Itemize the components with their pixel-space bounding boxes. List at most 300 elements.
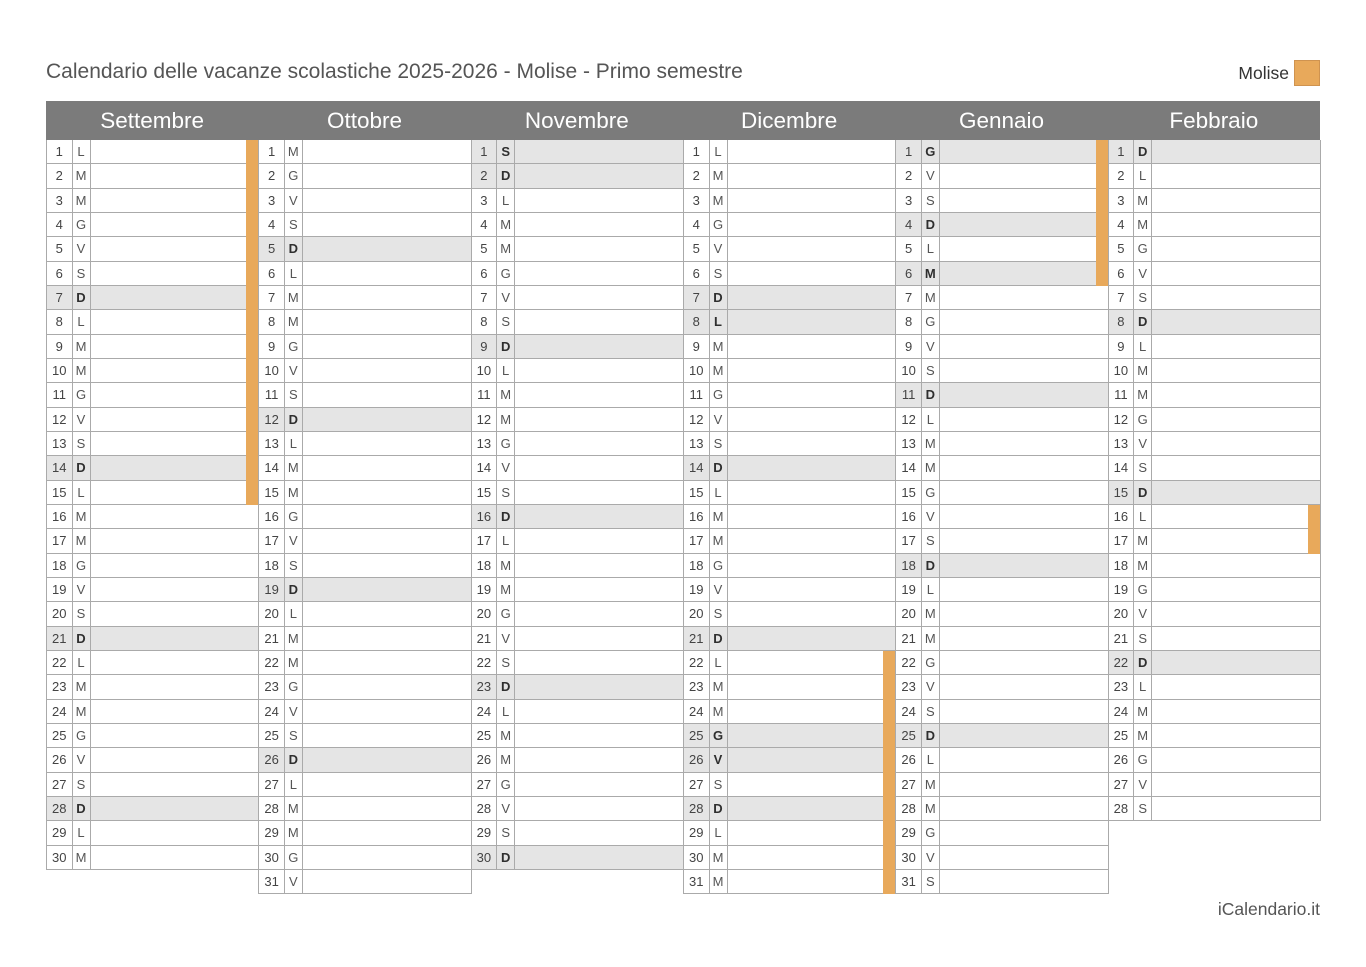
day-row — [895, 140, 1108, 164]
day-row — [46, 627, 259, 651]
weekday-letter: D — [73, 797, 91, 820]
day-number: 14 — [472, 456, 498, 479]
day-number: 25 — [684, 724, 710, 747]
day-note-cell — [1152, 140, 1320, 163]
day-number: 28 — [47, 797, 73, 820]
day-note-cell — [515, 262, 683, 285]
weekday-letter: L — [73, 651, 91, 674]
day-number: 16 — [259, 505, 285, 528]
weekday-letter: V — [1134, 262, 1152, 285]
day-number: 31 — [684, 870, 710, 893]
day-row — [471, 383, 684, 407]
weekday-letter: V — [922, 675, 940, 698]
weekday-letter: M — [922, 286, 940, 309]
day-number: 19 — [1109, 578, 1135, 601]
weekday-letter: D — [285, 237, 303, 260]
weekday-letter: M — [285, 140, 303, 163]
day-note-cell — [303, 724, 471, 747]
weekday-letter: G — [1134, 578, 1152, 601]
month-column-febbraio — [1108, 140, 1321, 821]
weekday-letter: G — [285, 505, 303, 528]
weekday-letter: L — [1134, 505, 1152, 528]
day-row — [1108, 262, 1321, 286]
molise-holiday-marker — [883, 651, 895, 675]
day-note-cell — [940, 286, 1108, 309]
day-row — [471, 408, 684, 432]
day-number: 7 — [896, 286, 922, 309]
day-note-cell — [303, 870, 471, 893]
day-number: 14 — [896, 456, 922, 479]
day-number: 8 — [259, 310, 285, 333]
day-number: 14 — [684, 456, 710, 479]
weekday-letter: G — [497, 262, 515, 285]
day-row — [683, 724, 896, 748]
day-number: 7 — [472, 286, 498, 309]
weekday-letter: M — [1134, 724, 1152, 747]
day-row — [46, 359, 259, 383]
weekday-letter: D — [285, 578, 303, 601]
day-row — [1108, 189, 1321, 213]
day-note-cell — [515, 335, 683, 358]
day-number: 17 — [472, 529, 498, 552]
day-number: 9 — [1109, 335, 1135, 358]
day-note-cell — [91, 456, 259, 479]
molise-holiday-marker — [1096, 213, 1108, 237]
day-note-cell — [728, 724, 896, 747]
weekday-letter: S — [497, 140, 515, 163]
weekday-letter: S — [1134, 797, 1152, 820]
day-row — [258, 675, 471, 699]
day-row — [46, 675, 259, 699]
weekday-letter: V — [497, 456, 515, 479]
day-note-cell — [515, 846, 683, 869]
day-note-cell — [91, 140, 259, 163]
day-number: 28 — [896, 797, 922, 820]
day-number: 20 — [47, 602, 73, 625]
day-row — [46, 383, 259, 407]
weekday-letter: M — [710, 675, 728, 698]
day-number: 5 — [47, 237, 73, 260]
day-row — [258, 602, 471, 626]
day-number: 22 — [684, 651, 710, 674]
weekday-letter: M — [710, 700, 728, 723]
molise-holiday-marker — [246, 359, 258, 383]
day-note-cell — [91, 675, 259, 698]
day-note-cell — [940, 335, 1108, 358]
day-row — [46, 773, 259, 797]
day-row — [895, 189, 1108, 213]
day-row — [46, 335, 259, 359]
day-number: 13 — [896, 432, 922, 455]
weekday-letter: G — [1134, 748, 1152, 771]
day-number: 8 — [472, 310, 498, 333]
day-note-cell — [940, 481, 1108, 504]
day-note-cell — [91, 554, 259, 577]
weekday-letter: D — [285, 748, 303, 771]
day-number: 26 — [684, 748, 710, 771]
day-note-cell — [728, 286, 896, 309]
day-number: 18 — [1109, 554, 1135, 577]
day-row — [895, 481, 1108, 505]
day-row — [46, 821, 259, 845]
day-row — [258, 724, 471, 748]
weekday-letter: M — [73, 359, 91, 382]
day-number: 20 — [259, 602, 285, 625]
weekday-letter: G — [73, 383, 91, 406]
weekday-letter: S — [710, 262, 728, 285]
day-number: 28 — [1109, 797, 1135, 820]
day-row — [1108, 773, 1321, 797]
day-note-cell — [728, 310, 896, 333]
weekday-letter: M — [73, 505, 91, 528]
day-row — [683, 408, 896, 432]
weekday-letter: V — [285, 700, 303, 723]
weekday-letter: G — [73, 213, 91, 236]
day-row — [46, 797, 259, 821]
day-note-cell — [728, 383, 896, 406]
day-row — [258, 456, 471, 480]
weekday-letter: G — [1134, 408, 1152, 431]
weekday-letter: S — [285, 213, 303, 236]
day-row — [895, 310, 1108, 334]
day-row — [895, 237, 1108, 261]
day-row — [895, 773, 1108, 797]
day-number: 9 — [684, 335, 710, 358]
weekday-letter: M — [710, 189, 728, 212]
day-row — [46, 237, 259, 261]
day-row — [46, 408, 259, 432]
day-row — [471, 335, 684, 359]
weekday-letter: G — [710, 554, 728, 577]
weekday-letter: D — [1134, 481, 1152, 504]
day-number: 7 — [1109, 286, 1135, 309]
weekday-letter: D — [285, 408, 303, 431]
weekday-letter: S — [922, 359, 940, 382]
day-number: 10 — [259, 359, 285, 382]
day-number: 24 — [684, 700, 710, 723]
day-number: 22 — [1109, 651, 1135, 674]
month-header-dicembre: Dicembre — [741, 108, 838, 133]
weekday-letter: L — [922, 237, 940, 260]
day-number: 2 — [259, 164, 285, 187]
weekday-letter: L — [922, 408, 940, 431]
day-number: 6 — [259, 262, 285, 285]
day-number: 13 — [684, 432, 710, 455]
weekday-letter: S — [710, 602, 728, 625]
day-number: 5 — [684, 237, 710, 260]
day-number: 8 — [47, 310, 73, 333]
day-note-cell — [940, 578, 1108, 601]
month-header-gennaio: Gennaio — [958, 108, 1045, 133]
weekday-letter: M — [1134, 213, 1152, 236]
day-note-cell — [940, 140, 1108, 163]
day-number: 23 — [684, 675, 710, 698]
weekday-letter: S — [497, 651, 515, 674]
day-number: 12 — [259, 408, 285, 431]
day-row — [471, 432, 684, 456]
weekday-letter: V — [73, 408, 91, 431]
day-number: 17 — [259, 529, 285, 552]
day-row — [46, 724, 259, 748]
day-note-cell — [728, 505, 896, 528]
day-number: 19 — [259, 578, 285, 601]
weekday-letter: M — [285, 456, 303, 479]
day-number: 26 — [259, 748, 285, 771]
day-row — [895, 797, 1108, 821]
molise-holiday-marker — [246, 310, 258, 334]
day-number: 2 — [472, 164, 498, 187]
day-row — [471, 213, 684, 237]
weekday-letter: D — [1134, 140, 1152, 163]
weekday-letter: G — [1134, 237, 1152, 260]
weekday-letter: M — [73, 700, 91, 723]
day-row — [1108, 359, 1321, 383]
day-row — [683, 140, 896, 164]
molise-holiday-marker — [246, 237, 258, 261]
day-note-cell — [728, 140, 896, 163]
day-note-cell — [515, 432, 683, 455]
day-number: 28 — [684, 797, 710, 820]
day-note-cell — [940, 237, 1108, 260]
day-row — [1108, 432, 1321, 456]
weekday-letter: G — [497, 773, 515, 796]
weekday-letter: S — [285, 554, 303, 577]
weekday-letter: D — [1134, 651, 1152, 674]
weekday-letter: V — [73, 748, 91, 771]
day-note-cell — [1152, 627, 1320, 650]
weekday-letter: V — [710, 237, 728, 260]
day-number: 29 — [684, 821, 710, 844]
weekday-letter: M — [497, 724, 515, 747]
day-number: 30 — [896, 846, 922, 869]
day-note-cell — [728, 481, 896, 504]
weekday-letter: L — [285, 432, 303, 455]
day-row — [471, 748, 684, 772]
day-number: 9 — [259, 335, 285, 358]
day-row — [683, 602, 896, 626]
day-note-cell — [303, 505, 471, 528]
day-row — [46, 140, 259, 164]
day-note-cell — [940, 675, 1108, 698]
day-note-cell — [940, 700, 1108, 723]
day-number: 25 — [472, 724, 498, 747]
day-row — [895, 408, 1108, 432]
month-column-novembre — [471, 140, 684, 870]
day-note-cell — [515, 310, 683, 333]
day-row — [683, 432, 896, 456]
day-note-cell — [1152, 286, 1320, 309]
weekday-letter: D — [922, 724, 940, 747]
weekday-letter: M — [710, 164, 728, 187]
day-row — [258, 189, 471, 213]
day-number: 3 — [1109, 189, 1135, 212]
day-row — [895, 529, 1108, 553]
day-number: 16 — [1109, 505, 1135, 528]
day-number: 26 — [472, 748, 498, 771]
month-header-novembre: Novembre — [524, 108, 629, 133]
weekday-letter: L — [710, 651, 728, 674]
day-note-cell — [303, 335, 471, 358]
weekday-letter: M — [497, 578, 515, 601]
weekday-letter: V — [1134, 432, 1152, 455]
day-note-cell — [1152, 675, 1320, 698]
day-note-cell — [940, 164, 1108, 187]
weekday-letter: G — [922, 651, 940, 674]
day-row — [1108, 213, 1321, 237]
day-row — [683, 846, 896, 870]
day-number: 6 — [896, 262, 922, 285]
day-note-cell — [1152, 189, 1320, 212]
day-note-cell — [515, 383, 683, 406]
day-note-cell — [303, 602, 471, 625]
day-number: 11 — [684, 383, 710, 406]
day-note-cell — [91, 748, 259, 771]
day-note-cell — [303, 383, 471, 406]
weekday-letter: M — [285, 481, 303, 504]
month-header-febbraio: Febbraio — [1169, 108, 1259, 133]
day-row — [46, 213, 259, 237]
day-number: 31 — [259, 870, 285, 893]
weekday-letter: M — [922, 797, 940, 820]
day-row — [258, 554, 471, 578]
molise-holiday-marker — [246, 213, 258, 237]
day-number: 2 — [896, 164, 922, 187]
day-number: 30 — [259, 846, 285, 869]
day-note-cell — [91, 651, 259, 674]
day-number: 18 — [47, 554, 73, 577]
day-number: 20 — [684, 602, 710, 625]
day-note-cell — [303, 627, 471, 650]
day-note-cell — [728, 651, 896, 674]
day-row — [471, 627, 684, 651]
molise-holiday-marker — [246, 481, 258, 505]
molise-holiday-marker — [246, 164, 258, 188]
day-number: 21 — [1109, 627, 1135, 650]
day-row — [471, 675, 684, 699]
molise-holiday-marker — [246, 189, 258, 213]
weekday-letter: M — [1134, 359, 1152, 382]
day-number: 16 — [47, 505, 73, 528]
weekday-letter: M — [285, 627, 303, 650]
day-note-cell — [728, 846, 896, 869]
day-note-cell — [940, 432, 1108, 455]
day-note-cell — [728, 262, 896, 285]
weekday-letter: V — [285, 189, 303, 212]
day-note-cell — [515, 724, 683, 747]
day-note-cell — [940, 189, 1108, 212]
day-note-cell — [303, 359, 471, 382]
weekday-letter: M — [73, 529, 91, 552]
molise-holiday-marker — [1096, 189, 1108, 213]
day-number: 27 — [896, 773, 922, 796]
weekday-letter: D — [710, 456, 728, 479]
day-row — [46, 286, 259, 310]
day-note-cell — [1152, 335, 1320, 358]
molise-holiday-marker — [1096, 140, 1108, 164]
day-note-cell — [91, 262, 259, 285]
day-note-cell — [515, 748, 683, 771]
day-row — [258, 846, 471, 870]
day-row — [258, 481, 471, 505]
day-number: 12 — [684, 408, 710, 431]
day-number: 16 — [896, 505, 922, 528]
day-note-cell — [1152, 262, 1320, 285]
day-number: 13 — [259, 432, 285, 455]
weekday-letter: S — [497, 821, 515, 844]
day-note-cell — [91, 286, 259, 309]
day-row — [471, 310, 684, 334]
day-number: 29 — [896, 821, 922, 844]
day-note-cell — [303, 797, 471, 820]
weekday-letter: L — [1134, 675, 1152, 698]
day-number: 22 — [472, 651, 498, 674]
day-row — [683, 286, 896, 310]
weekday-letter: G — [922, 821, 940, 844]
day-number: 26 — [896, 748, 922, 771]
day-number: 27 — [47, 773, 73, 796]
weekday-letter: L — [73, 310, 91, 333]
day-row — [1108, 481, 1321, 505]
weekday-letter: S — [710, 773, 728, 796]
day-row — [471, 578, 684, 602]
day-note-cell — [940, 773, 1108, 796]
day-number: 9 — [472, 335, 498, 358]
day-row — [258, 359, 471, 383]
day-note-cell — [728, 797, 896, 820]
day-note-cell — [91, 359, 259, 382]
day-number: 10 — [896, 359, 922, 382]
day-number: 30 — [684, 846, 710, 869]
day-number: 24 — [47, 700, 73, 723]
weekday-letter: L — [1134, 164, 1152, 187]
day-row — [258, 700, 471, 724]
day-note-cell — [303, 140, 471, 163]
day-note-cell — [303, 821, 471, 844]
day-row — [1108, 627, 1321, 651]
day-row — [258, 432, 471, 456]
weekday-letter: D — [497, 846, 515, 869]
day-note-cell — [728, 529, 896, 552]
day-note-cell — [303, 237, 471, 260]
day-note-cell — [91, 164, 259, 187]
day-number: 2 — [1109, 164, 1135, 187]
day-note-cell — [515, 529, 683, 552]
day-note-cell — [1152, 700, 1320, 723]
day-note-cell — [1152, 505, 1320, 528]
day-note-cell — [303, 456, 471, 479]
day-note-cell — [303, 651, 471, 674]
day-row — [683, 164, 896, 188]
day-number: 20 — [896, 602, 922, 625]
weekday-letter: G — [710, 724, 728, 747]
day-note-cell — [303, 529, 471, 552]
molise-holiday-marker — [883, 821, 895, 845]
day-row — [895, 554, 1108, 578]
day-note-cell — [91, 310, 259, 333]
day-row — [683, 383, 896, 407]
day-row — [258, 213, 471, 237]
molise-holiday-marker — [1096, 164, 1108, 188]
day-note-cell — [940, 408, 1108, 431]
page-title: Calendario delle vacanze scolastiche 2025-2026 - Molise - Primo semestre — [46, 60, 743, 83]
day-number: 27 — [684, 773, 710, 796]
day-note-cell — [303, 675, 471, 698]
day-note-cell — [515, 140, 683, 163]
day-note-cell — [1152, 748, 1320, 771]
day-note-cell — [303, 481, 471, 504]
day-row — [258, 335, 471, 359]
day-row — [895, 602, 1108, 626]
